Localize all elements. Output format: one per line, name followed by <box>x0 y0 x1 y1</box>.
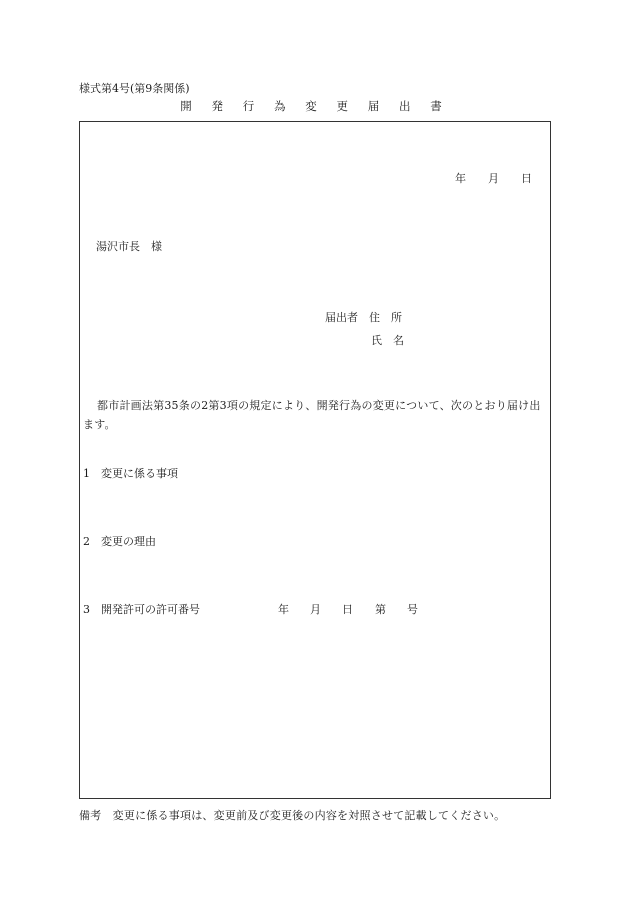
date-month-label: 月 <box>488 172 499 185</box>
item-change-reason: 2 変更の理由 <box>83 535 156 548</box>
permit-no-prefix: 第 <box>375 603 386 616</box>
form-frame <box>79 121 551 799</box>
permit-day-label: 日 <box>342 603 353 616</box>
date-day-label: 日 <box>521 172 532 185</box>
address-label: 住 所 <box>369 311 402 324</box>
form-number: 様式第4号(第9条関係) <box>79 82 190 95</box>
remarks-note: 備考 変更に係る事項は、変更前及び変更後の内容を対照させて記載してください。 <box>79 809 506 822</box>
date-year-label: 年 <box>455 172 466 185</box>
permit-no-suffix: 号 <box>407 603 418 616</box>
addressee: 湯沢市長 様 <box>96 240 162 253</box>
item-permit-number: 3 開発許可の許可番号 <box>83 603 200 616</box>
submission-date <box>455 170 532 186</box>
applicant-role-label: 届出者 <box>325 311 358 324</box>
applicant-block <box>325 306 404 352</box>
permit-year-label: 年 <box>278 603 289 616</box>
permit-month-label: 月 <box>310 603 321 616</box>
item-change-details: 1 変更に係る事項 <box>83 467 178 480</box>
permit-number-line <box>278 601 418 617</box>
name-label: 氏 名 <box>371 334 404 347</box>
body-text: 都市計画法第35条の2第3項の規定により、開発行為の変更について、次のとおり届け出ます。 <box>83 399 541 431</box>
document-title: 開 発 行 為 変 更 届 出 書 <box>180 99 450 113</box>
